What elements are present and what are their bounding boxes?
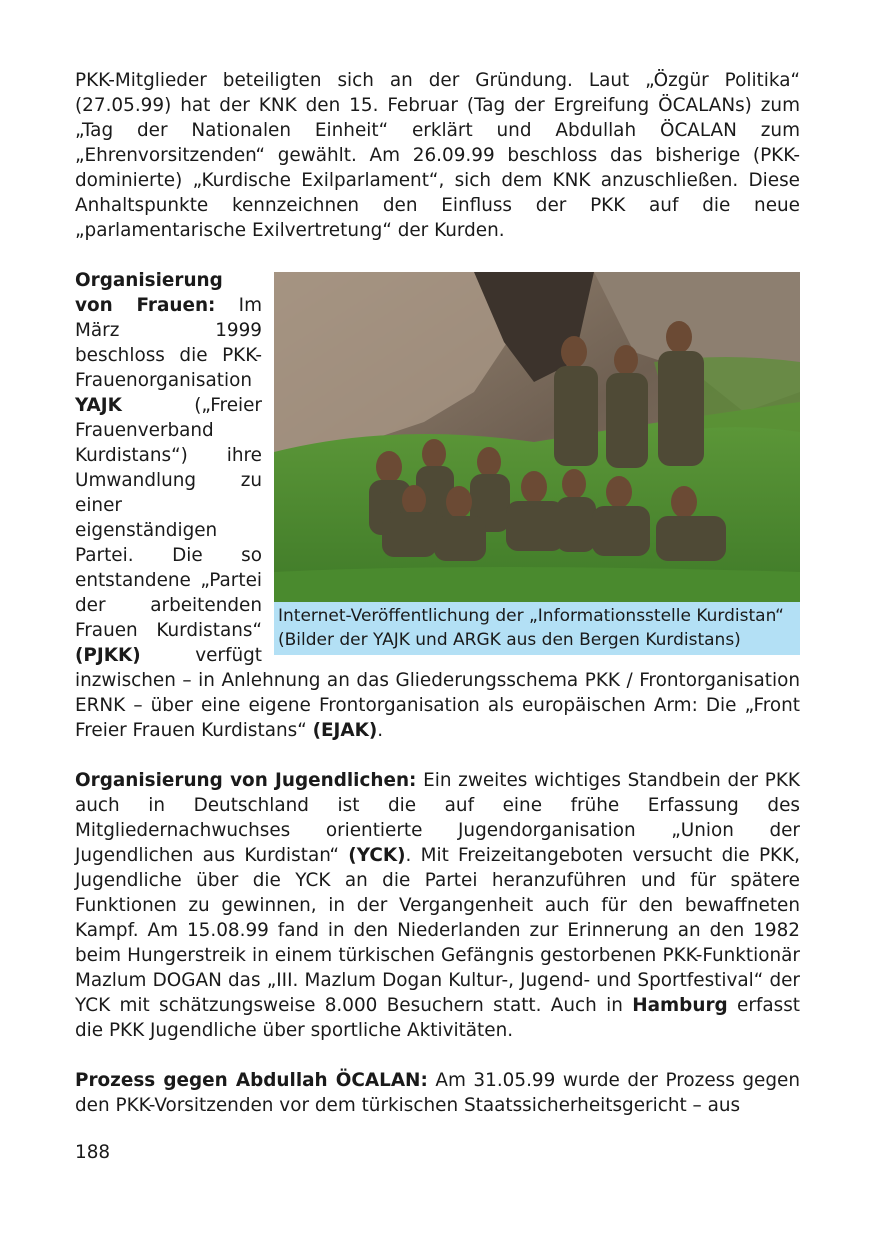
paragraph-trial: Prozess gegen Abdullah ÖCALAN: Am 31.05.99 wurde der Prozess gegen den PKK-Vorsitzenden vor dem türkischen Staatssicherheitsgericht – aus	[75, 1070, 800, 1116]
heading-trial: Prozess gegen Abdullah ÖCALAN:	[75, 1070, 428, 1091]
org-pjkk: (PJKK)	[75, 645, 141, 666]
page-number: 188	[75, 1142, 111, 1163]
figure-caption	[274, 602, 800, 655]
heading-youth: Organisierung von Jugendlichen:	[75, 770, 417, 791]
caption-line-1: Internet-Veröffentlichung der „Informationsstelle Kurdistan“	[278, 606, 784, 626]
heading-women: Organisierung von Frauen:	[75, 270, 223, 316]
figure	[274, 272, 800, 655]
org-yck: (YCK)	[348, 845, 406, 866]
paragraph-youth: Organisierung von Jugendlichen: Ein zweites wichtiges Standbein der PKK auch in Deutschland ist die auf eine frühe Erfassung des Mitgliedernachwuchses orientierte Jugendorganisation „Union der Jugendlichen aus Kurdistan“ (YCK). Mit Freizeitangeboten versucht die PKK, Jugendliche über die YCK an die Partei heranzuführen und für spätere Funktionen zu gewinnen, in der Vergangenheit auch für den bewaffneten Kampf. Am 15.08.99 fand in den Niederlanden zur Erinnerung an den 1982 beim Hungerstreik in einem türkischen Gefängnis gestorbenen PKK-Funktionär Mazlum DOGAN das „III. Mazlum Dogan Kultur-, Jugend- und Sportfestival“ der YCK mit schätzungsweise 8.000 Besuchern statt. Auch in Hamburg erfasst die PKK Jugendliche über sportliche Aktivitäten.	[75, 770, 800, 1041]
paragraph-knk: PKK-Mitglieder beteiligten sich an der Gründung. Laut „Özgür Politika“ (27.05.99) hat der KNK den 15. Februar (Tag der Ergreifung ÖCALANs) zum „Tag der Nationalen Einheit“ erklärt und Abdullah ÖCALAN zum „Ehrenvorsitzenden“ gewählt. Am 26.09.99 beschloss das bisherige (PKK-dominierte) „Kurdische Exilparlament“, sich dem KNK anzuschließen. Diese Anhaltspunkte kennzeichnen den Einfluss der PKK auf die neue „parlamentarische Exilvertretung“ der Kurden.	[75, 70, 800, 241]
org-yajk: YAJK	[75, 395, 122, 416]
photo-group-in-mountains	[274, 272, 800, 602]
paragraph-women: Organisierung von Frauen: Im März 1999 beschloss die PKK-Frauenorganisation YAJK („Freier Frauenverband Kurdistans“) ihre Umwandlung zu einer eigenständigen Partei. Die so entstandene „Partei der arbeitenden Frauen Kurdistans“ (PJKK) verfügt inzwischen – in Anlehnung an das Gliederungsschema PKK / Frontorganisation ERNK – über eine eigene Frontorganisation als europäischen Arm: Die „Front Freier Frauen Kurdistans“ (EJAK).	[75, 270, 800, 741]
caption-line-2: (Bilder der YAJK und ARGK aus den Bergen Kurdistans)	[278, 630, 741, 650]
section-women	[75, 268, 800, 743]
document-page	[75, 68, 800, 1118]
org-ejak: (EJAK)	[312, 720, 378, 741]
city-hamburg: Hamburg	[632, 995, 728, 1016]
